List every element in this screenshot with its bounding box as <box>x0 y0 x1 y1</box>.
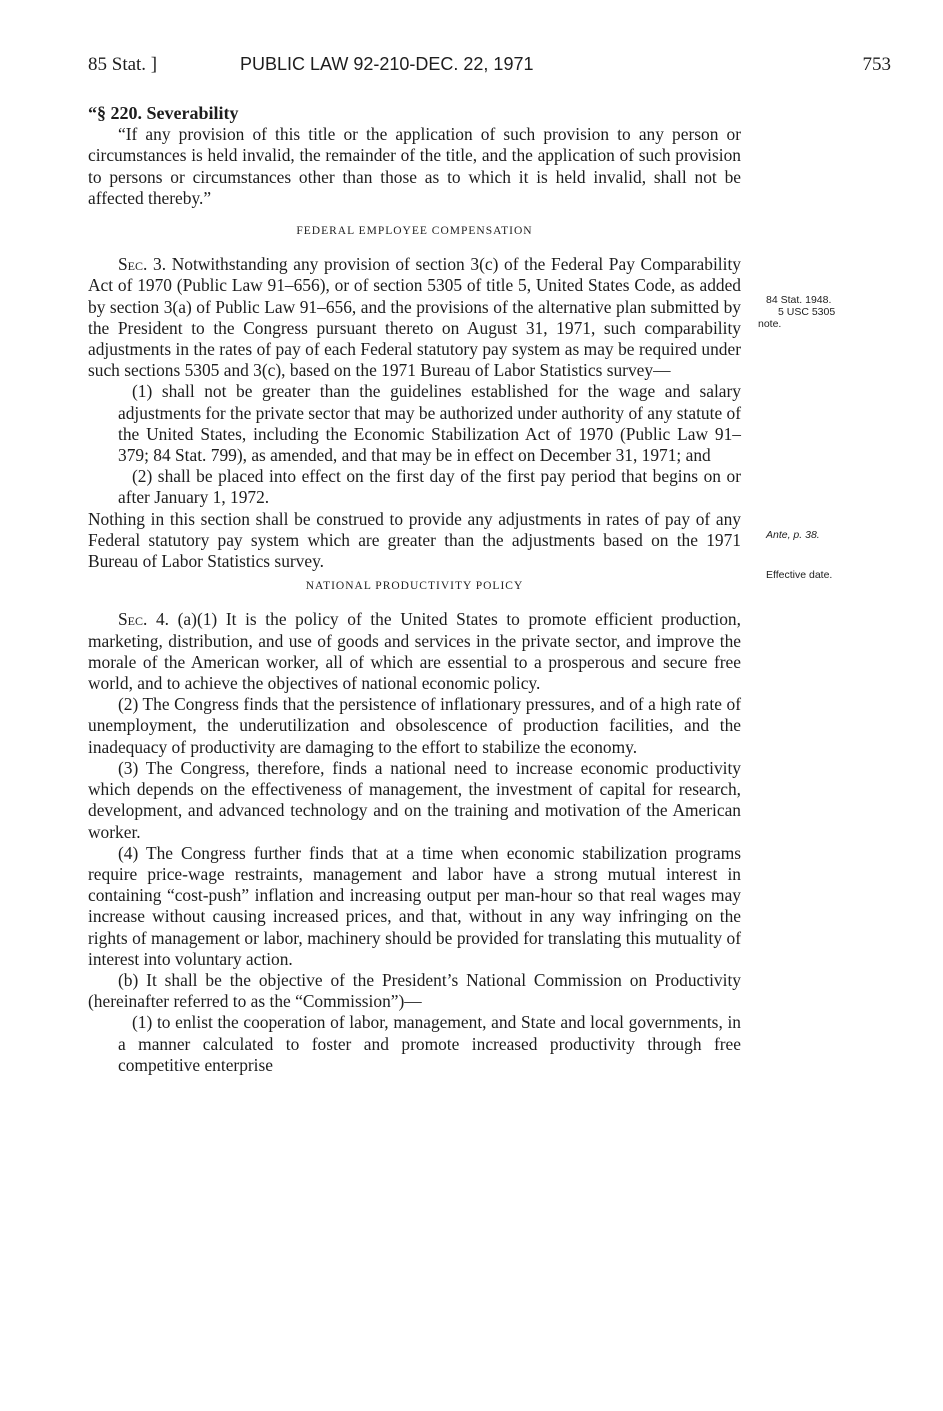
header-statute-ref: 85 Stat. ] <box>88 54 158 75</box>
section-3-closing: Nothing in this section shall be construed to provide any adjustments in rates of pay of any Federal statutory pay system which are greater than the adjustments based on the 1971 Bureau of Labor Statistics survey. <box>88 508 741 572</box>
section-4-b: (b) It shall be the objective of the President’s National Commission on Productivity (hereinafter referred to as the “Commission”)— <box>88 969 741 1012</box>
margin-note-effective-date: Effective date. <box>766 569 833 581</box>
national-productivity-policy-heading: NATIONAL PRODUCTIVITY POLICY <box>305 580 524 593</box>
section-4-b1: (1) to enlist the cooperation of labor, management, and State and local governments, in a manner calculated to foster and promote increased productivity through free competitive enterprise <box>118 1012 741 1075</box>
section-220-text: “If any provision of this title or the application of such provision to any person or circumstances is held invalid, the remainder of the title, and the application of such provision to persons or circumstances other than those as to which it is held invalid, shall not be affected thereby.” <box>88 124 741 208</box>
margin-note-line: 84 Stat. 1948. <box>766 294 832 306</box>
header-title: PUBLIC LAW 92-210-DEC. 22, 1971 <box>240 54 534 74</box>
section-3-label: Sec. 3. <box>118 254 167 275</box>
section-4-a4: (4) The Congress further finds that at a time when economic stabilization programs require price-wage restraints, management and labor have a strong mutual interest in containing “cost-push” inflation and increasing output per man-hour so that real wages may increase without causing increased prices, and that, without in any way infringing on the rights of management or labor, machinery should be provided for translating this mutuality of interest into voluntary action. <box>88 842 741 969</box>
section-220-heading: “§ 220. Severability <box>88 103 239 123</box>
page-number: 753 <box>862 54 891 75</box>
section-4-a2: (2) The Congress finds that the persistence of inflationary pressures, and of a high rate of unemployment, the underutilization and obsolescence of production facilities, and the inadequacy of productivity are damaging to the effort to stabilize the economy. <box>88 694 741 757</box>
section-3-item-1: (1) shall not be greater than the guidelines established for the wage and salary adjustments for the private sector that may be authorized under authority of any statute of the United States, including the Economic Stabilization Act of 1970 (Public Law 91–379; 84 Stat. 799), as amended, and that may be in effect on December 31, 1971; and <box>118 381 741 466</box>
section-3-intro-text: Notwithstanding any provision of section 3(c) of the Federal Pay Comparability Act of 1970 (Public Law 91–656), or of section 5305 of title 5, United States Code, as added by section 3(a) of Public Law 91–656, and the provisions of the alternative plan submitted by the President to the Congress pursuant thereto on August 31, 1971, such comparability adjustments in the rates of pay of each Federal statutory pay system as may be required under such sections 5305 and 3(c), based on the 1971 Bureau of Labor Statistics survey— <box>88 254 741 381</box>
section-3-item-2: (2) shall be placed into effect on the first day of the first pay period that begins on or after January 1, 1972. <box>118 466 741 508</box>
section-3-intro <box>88 254 741 381</box>
document-body <box>88 103 741 1076</box>
margin-note-line: note. <box>758 318 782 330</box>
federal-employee-compensation-heading: FEDERAL EMPLOYEE COMPENSATION <box>296 225 533 238</box>
section-4-a1-text: (a)(1) It is the policy of the United States to promote efficient production, marketing, distribution, and use of goods and services in the private sector, and improve the morale of the American worker, all of which are essential to a prosperous and secure free world, and to achieve the objectives of national economic policy. <box>88 609 741 694</box>
margin-note-ante: Ante, p. 38. <box>766 529 820 541</box>
section-4-a3: (3) The Congress, therefore, finds a national need to increase economic productivity which depends on the effectiveness of management, the investment of capital for research, development, and advanced technology and on the training and motivation of the American worker. <box>88 757 741 842</box>
margin-note-citation <box>758 294 836 330</box>
section-4-label: Sec. 4. <box>118 609 170 630</box>
margin-note-line: 5 USC 5305 <box>778 306 836 318</box>
section-4-a1 <box>88 609 741 694</box>
